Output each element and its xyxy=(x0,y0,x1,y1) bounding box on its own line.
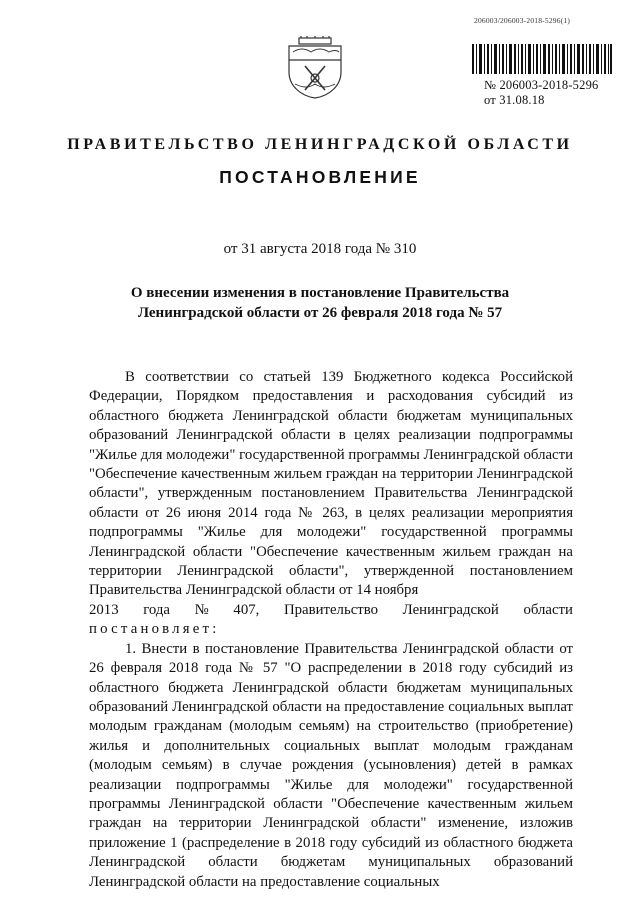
preamble-last-line-word: № xyxy=(194,601,209,618)
paragraph-preamble xyxy=(89,368,573,601)
registration-number: № 206003-2018-5296 xyxy=(484,78,599,92)
document-subject xyxy=(100,283,540,323)
decree-word: постановляет: xyxy=(89,621,220,638)
coat-of-arms-icon xyxy=(285,36,345,100)
document-date-number: от 31 августа 2018 года № 310 xyxy=(223,241,417,257)
preamble-last-line-word: Ленинградской xyxy=(402,601,499,618)
document-type: ПОСТАНОВЛЕНИЕ xyxy=(219,167,421,187)
preamble-last-line-word: 2013 xyxy=(89,601,119,618)
paragraph-item-1: 1. Внести в постановление Правительства Ленинградской области от 26 февраля 2018 года № 57 "О распределении в 2018 году субсидий из областного бюджета Ленинградской области бюджетам муниципальных образований Ленинградской области на предоставление социальных выплат молодым гражданам (молодым семьям) на строительство (приобретение) жилья и дополнительных социальных выплат молодым гражданам (молодым семьям) в случае рождения (усыновления) детей в рамках реализации подпрограммы "Жилье для молодежи" государственной программы Ленинградской области "Обеспечение качественным жильем граждан на территории Ленинградской области" изменение, изложив приложение 1 (распределение в 2018 году субсидий из областного бюджета Ленинградской области бюджетам муниципальных образований Ленинградской области на предоставление социальных xyxy=(89,640,573,890)
preamble-last-line-word: области xyxy=(523,601,573,618)
registration-date: от 31.08.18 xyxy=(484,93,545,107)
preamble-last-line-word: 407, xyxy=(233,601,260,618)
document-body xyxy=(89,368,573,892)
subject-line-2: Ленинградской области от 26 февраля 2018 года № 57 xyxy=(137,305,503,321)
preamble-text: В соответствии со статьей 139 Бюджетного кодекса Российской Федерации, Порядком предоставления и расходования субсидий из областного бюджета Ленинградской области бюджетам муниципальных образований Ленинградской области в целях реализации подпрограммы "Жилье для молодежи" государственной программы Ленинградской области "Обеспечение качественным жильем граждан на территории Ленинградской области", утвержденным постановлением Правительства Ленинградской области от 26 июня 2014 года № 263, в целях реализации мероприятия подпрограммы "Жилье для молодежи" государственной программы Ленинградской области "Обеспечение качественным жильем граждан на территории Ленинградской области", утвержденной постановлением Правительства Ленинградской области от 14 ноября xyxy=(89,369,573,599)
issuing-organization: ПРАВИТЕЛЬСТВО ЛЕНИНГРАДСКОЙ ОБЛАСТИ xyxy=(67,136,573,153)
preamble-last-line-word: года xyxy=(143,601,171,618)
preamble-last-line-word: Правительство xyxy=(283,601,379,618)
subject-line-1: О внесении изменения в постановление Правительства xyxy=(130,285,510,301)
barcode-icon xyxy=(472,44,612,74)
document-tracking-code: 206003/206003-2018-5296(1) xyxy=(474,16,571,25)
preamble-last-line xyxy=(89,601,573,620)
registration-block xyxy=(484,78,598,108)
